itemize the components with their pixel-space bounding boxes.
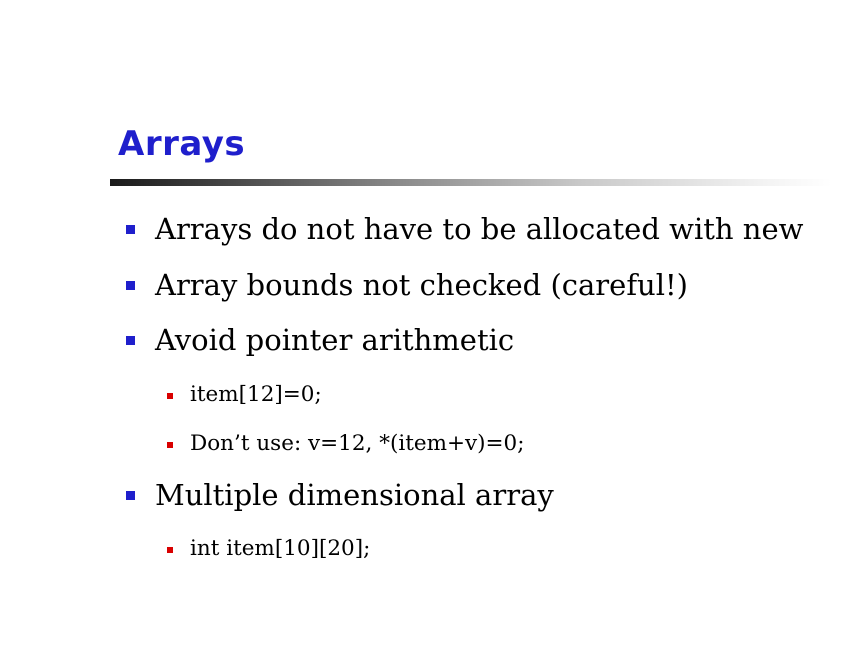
bullet-text: Array bounds not checked (careful!) bbox=[155, 268, 688, 302]
square-sub-bullet-icon bbox=[167, 393, 173, 399]
bullet-text: Avoid pointer arithmetic bbox=[155, 323, 515, 357]
square-bullet-icon bbox=[126, 281, 135, 290]
square-bullet-icon bbox=[126, 491, 135, 500]
bullet-text: Multiple dimensional array bbox=[155, 478, 554, 512]
sub-bullet-text: item[12]=0; bbox=[190, 382, 322, 407]
sub-bullet-text: int item[10][20]; bbox=[190, 536, 371, 561]
square-sub-bullet-icon bbox=[167, 442, 173, 448]
bullet-text: Arrays do not have to be allocated with new bbox=[155, 212, 804, 246]
square-bullet-icon bbox=[126, 225, 135, 234]
square-sub-bullet-icon bbox=[167, 547, 173, 553]
square-bullet-icon bbox=[126, 336, 135, 345]
slide-title: Arrays bbox=[118, 124, 246, 164]
sub-bullet-text: Don’t use: v=12, *(item+v)=0; bbox=[190, 431, 525, 456]
